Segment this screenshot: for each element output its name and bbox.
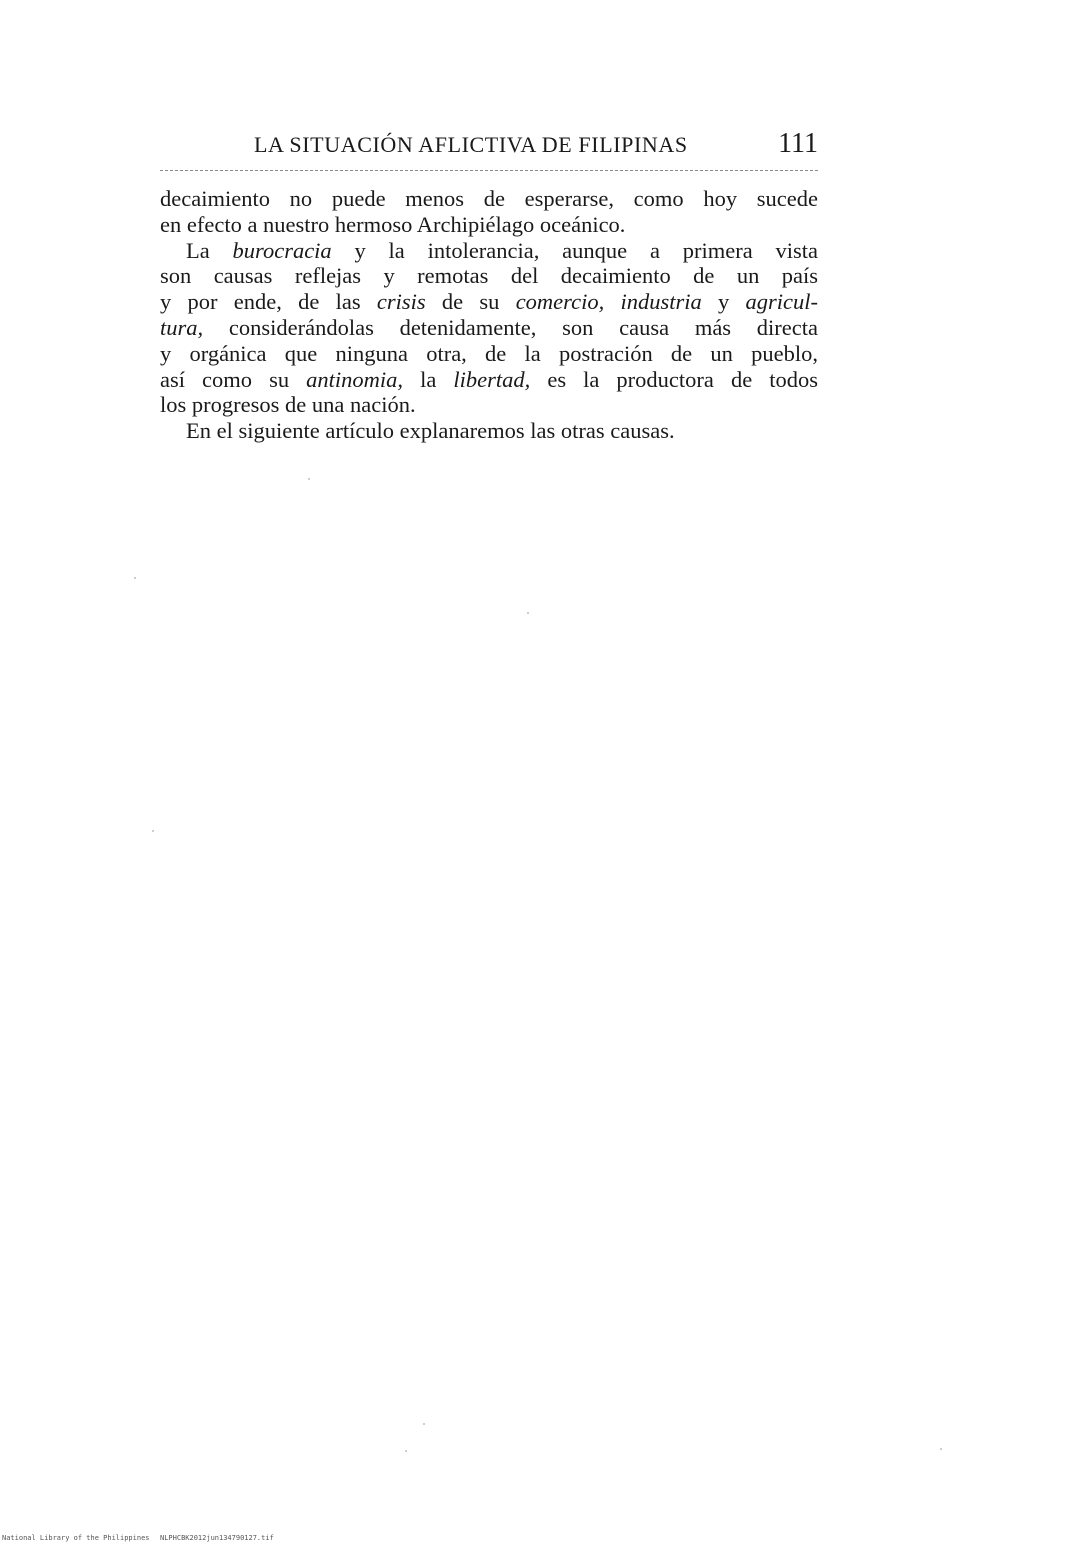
- text-line: decaimiento no puede menos de esperarse, como hoy sucede: [160, 186, 818, 211]
- scan-speck: [423, 1423, 425, 1425]
- text-run: y por ende, de las: [160, 289, 377, 315]
- italic-term: crisis: [376, 289, 426, 315]
- text-line: son causas reflejas y remotas del decaimiento de un país: [160, 263, 818, 289]
- paragraph-2: [160, 238, 818, 419]
- italic-term: libertad,: [453, 366, 531, 392]
- text-line: y orgánica que ninguna otra, de la postración de un pueblo,: [160, 340, 818, 366]
- scan-speck: [308, 478, 310, 480]
- italic-term: tura,: [160, 314, 204, 340]
- text-line: [160, 367, 818, 393]
- scan-speck: [152, 830, 154, 832]
- text-run: La: [186, 237, 233, 263]
- body-text: [160, 186, 818, 444]
- footer-source: National Library of the Philippines: [2, 1534, 150, 1542]
- text-run: y: [701, 289, 746, 315]
- text-line: [160, 315, 818, 341]
- text-line: los progresos de una nación.: [160, 392, 416, 418]
- scan-speck: [527, 612, 529, 614]
- text-run: la: [403, 366, 454, 392]
- footer-filename: NLPHCBK2012jun134790127.tif: [160, 1534, 274, 1542]
- text-run: así como su: [160, 366, 307, 392]
- paragraph-1: [160, 186, 818, 238]
- italic-term: agricul-: [745, 289, 819, 315]
- text-run: considerándolas detenidamente, son causa más directa: [203, 314, 818, 340]
- text-line: [160, 289, 818, 315]
- page-number: 111: [778, 128, 818, 159]
- text-line: [160, 238, 818, 264]
- text-run: es la productora de todos: [530, 366, 818, 392]
- running-title: LA SITUACIÓN AFLICTIVA DE FILIPINAS: [254, 132, 688, 157]
- scan-speck: [134, 577, 136, 579]
- running-head: [160, 128, 820, 164]
- italic-term: comercio, industria: [515, 289, 702, 315]
- text-line: en efecto a nuestro hermoso Archipiélago oceánico.: [160, 211, 626, 237]
- text-line: En el siguiente artículo explanaremos las otras causas.: [186, 418, 675, 444]
- text-run: de su: [425, 289, 516, 315]
- scan-speck: [405, 1450, 407, 1452]
- text-run: y la intolerancia, aunque a primera vista: [331, 237, 818, 263]
- scan-speck: [940, 1448, 942, 1450]
- italic-term: antinomia,: [306, 366, 404, 392]
- italic-term: burocracia: [232, 237, 332, 263]
- paragraph-3: [160, 418, 818, 444]
- scan-footer: [0, 1532, 1090, 1545]
- header-rule: [160, 170, 818, 171]
